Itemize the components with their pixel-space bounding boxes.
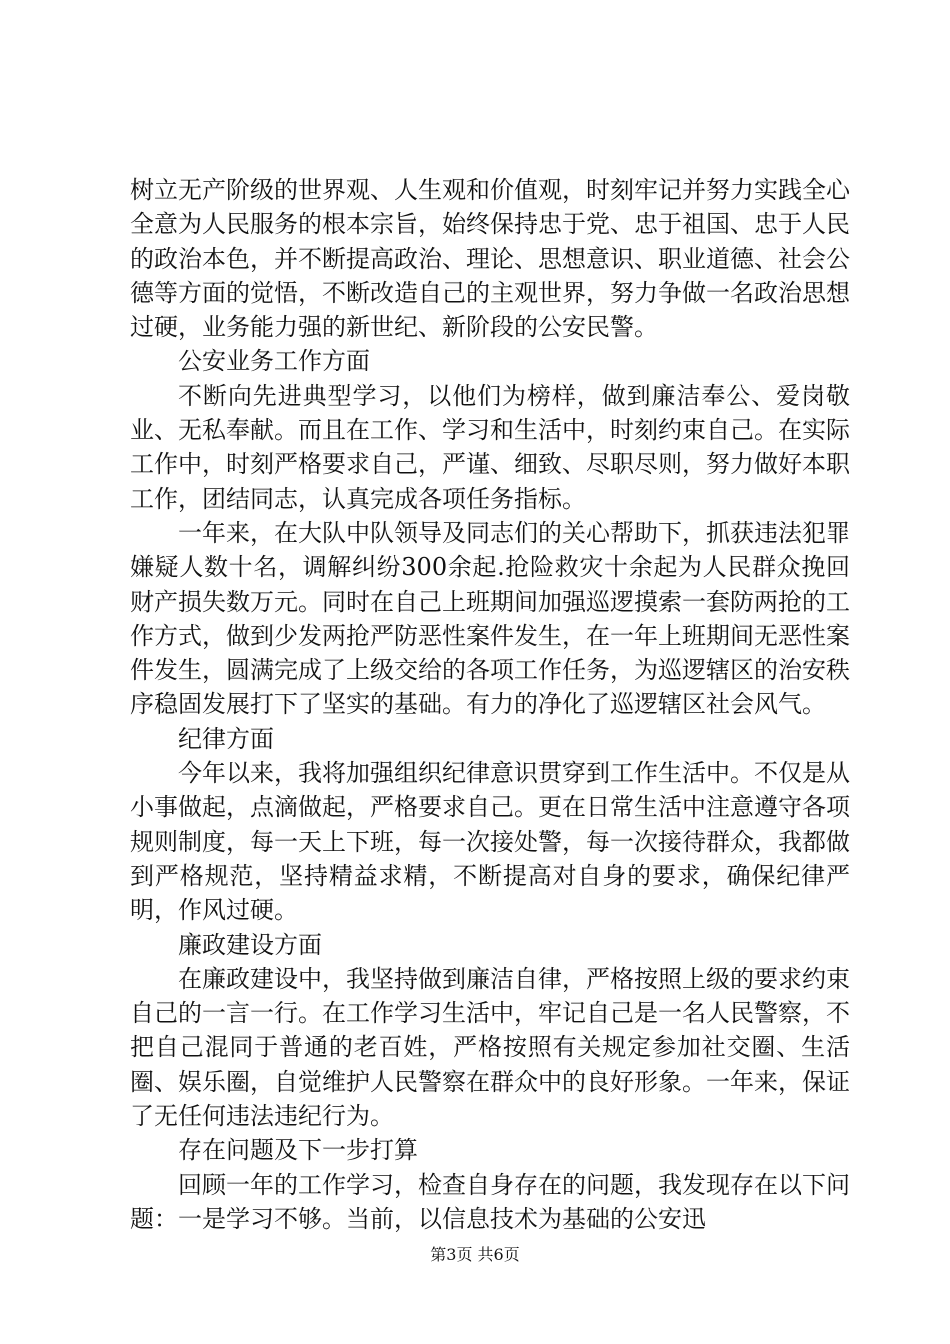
section-heading-problems-plans: 存在问题及下一步打算 xyxy=(178,1136,418,1165)
paragraph-political-ideology: 树立无产阶级的世界观、人生观和价值观，时刻牢记并努力实践全心全意为人民服务的根本宗旨，始终保持忠于党、忠于祖国、忠于人民的政治本色，并不断提高政治、理论、思想意识、职业道德、社会公德等方面的觉悟，不断改造自己的主观世界，努力争做一名政治思想过硬，业务能力强的新世纪、新阶段的公安民警。 xyxy=(130,176,850,342)
document-body xyxy=(130,173,850,1236)
paragraph-yearly-achievements: 一年来，在大队中队领导及同志们的关心帮助下，抓获违法犯罪嫌疑人数十名，调解纠纷300余起.抢险救灾十余起为人民群众挽回财产损失数万元。同时在自己上班期间加强巡逻摸索一套防两抢的工作方式，做到少发两抢严防恶性案件发生，在一年上班期间无恶性案件发生，圆满完成了上级交给的各项工作任务，为巡逻辖区的治安秩序稳固发展打下了坚实的基础。有力的净化了巡逻辖区社会风气。 xyxy=(130,518,850,719)
paragraph-integrity: 在廉政建设中，我坚持做到廉洁自律，严格按照上级的要求约束自己的一言一行。在工作学习生活中，牢记自己是一名人民警察，不把自己混同于普通的老百姓，严格按照有关规定参加社交圈、生活圈、娱乐圈，自觉维护人民警察在群众中的良好形象。一年来，保证了无任何违法违纪行为。 xyxy=(130,964,850,1131)
paragraph-discipline: 今年以来，我将加强组织纪律意识贯穿到工作生活中。不仅是从小事做起，点滴做起，严格要求自己。更在日常生活中注意遵守各项规则制度，每一天上下班，每一次接处警，每一次接待群众，我都做到严格规范，坚持精益求精，不断提高对自身的要求，确保纪律严明，作风过硬。 xyxy=(130,759,850,925)
section-heading-police-work: 公安业务工作方面 xyxy=(178,347,370,376)
section-heading-integrity: 廉政建设方面 xyxy=(178,930,322,959)
section-heading-discipline: 纪律方面 xyxy=(178,724,274,753)
page-footer: 第3页 共6页 xyxy=(430,1245,520,1264)
paragraph-problems: 回顾一年的工作学习，检查自身存在的问题，我发现存在以下问题：一是学习不够。当前，以信息技术为基础的公安迅 xyxy=(130,1170,850,1233)
paragraph-learning-models: 不断向先进典型学习，以他们为榜样，做到廉洁奉公、爱岗敬业、无私奉献。而且在工作、学习和生活中，时刻约束自己。在实际工作中，时刻严格要求自己，严谨、细致、尽职尽则，努力做好本职工作，团结同志，认真完成各项任务指标。 xyxy=(130,381,850,513)
